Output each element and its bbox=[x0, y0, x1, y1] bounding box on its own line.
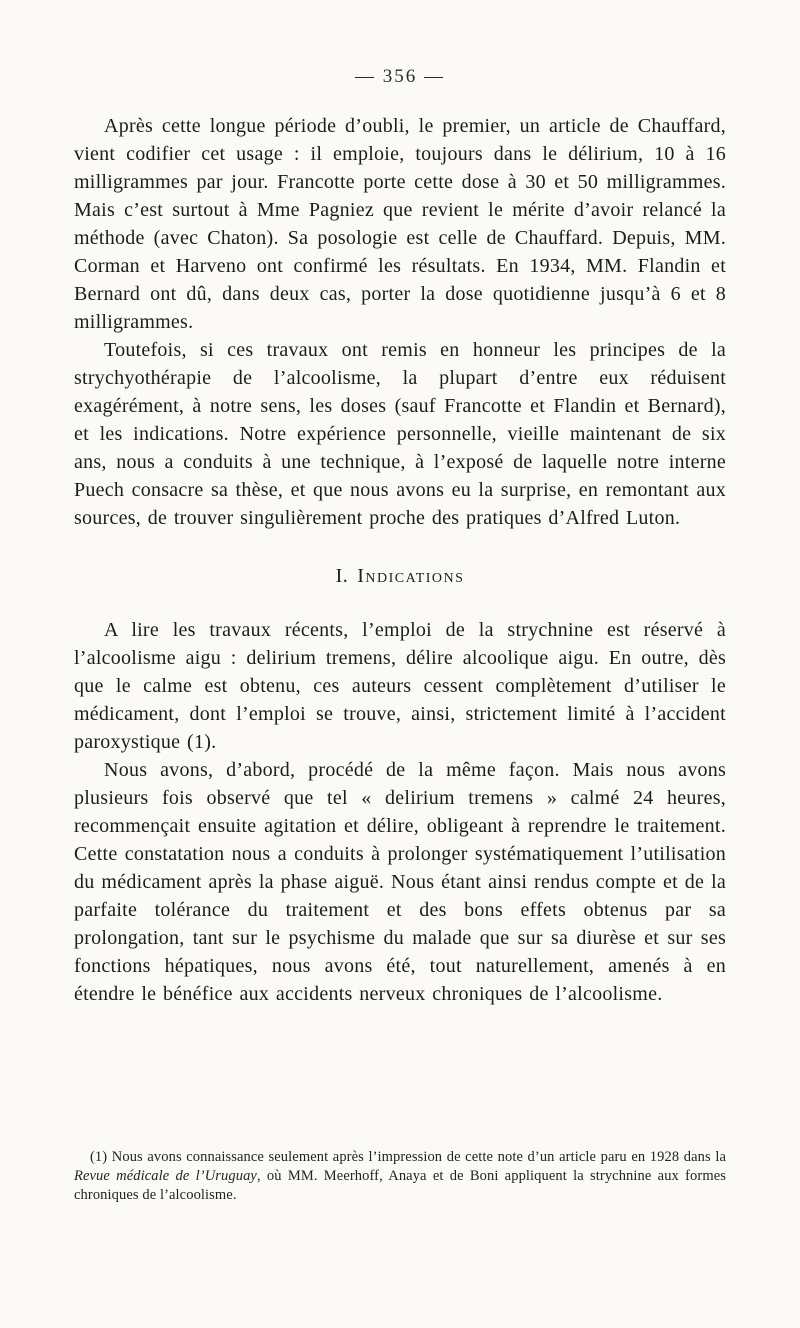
body-paragraph-2: Toutefois, si ces travaux ont remis en honneur les principes de la strychyothérapie de l’alcoolisme, la plupart d’entre eux réduisent exagérément, à notre sens, les doses (sauf Francotte et Flandin et Bernard), et les indications. Notre expérience personnelle, vieille maintenant de six ans, nous a conduits à une technique, à l’exposé de laquelle notre interne Puech consacre sa thèse, et que nous avons eu la surprise, en remontant aux sources, de trouver singulièrement proche des pratiques d’Alfred Luton. bbox=[74, 339, 726, 529]
footnote-text-after: , où MM. Meerhoff, Anaya et de Boni appliquent la strychnine aux formes chroniques de l’alcoolisme. bbox=[74, 1168, 726, 1203]
footnote bbox=[74, 1148, 726, 1205]
body-text bbox=[74, 112, 726, 1008]
body-paragraph-3: A lire les travaux récents, l’emploi de la strychnine est réservé à l’alcoolisme aigu : delirium tremens, délire alcoolique aigu. En outre, dès que le calme est obtenu, ces auteurs cessent complètement d’utiliser le médicament, dont l’emploi se trouve, ainsi, strictement limité à l’accident paroxystique (1). bbox=[74, 619, 726, 753]
body-paragraph-4: Nous avons, d’abord, procédé de la même façon. Mais nous avons plusieurs fois observé que tel « delirium tremens » calmé 24 heures, recommençait ensuite agitation et délire, obligeant à reprendre le traitement. Cette constatation nous a conduits à prolonger systématiquement l’utilisation du médicament après la phase aiguë. Nous étant ainsi rendus compte et de la parfaite tolérance du traitement et des bons effets obtenus par sa prolongation, tant sur le psychisme du malade que sur sa diurèse et sur ses fonctions hépatiques, nous avons été, tout naturellement, amenés à en étendre le bénéfice aux accidents nerveux chroniques de l’alcoolisme. bbox=[74, 759, 726, 1005]
section-numeral: I. bbox=[335, 565, 349, 587]
page-number: — 356 — bbox=[355, 66, 445, 87]
section-title: Indications bbox=[357, 565, 465, 587]
section-heading bbox=[74, 562, 726, 590]
body-paragraph-1: Après cette longue période d’oubli, le premier, un article de Chauffard, vient codifier cet usage : il emploie, toujours dans le délirium, 10 à 16 milligrammes par jour. Francotte porte cette dose à 30 et 50 milligrammes. Mais c’est surtout à Mme Pagniez que revient le mérite d’avoir relancé la méthode (avec Chaton). Sa posologie est celle de Chauffard. Depuis, MM. Corman et Harveno ont confirmé les résultats. En 1934, MM. Flandin et Bernard ont dû, dans deux cas, porter la dose quotidienne jusqu’à 6 et 8 milligrammes. bbox=[74, 115, 726, 333]
footnote-text-before: (1) Nous avons connaissance seulement après l’impression de cette note d’un article paru en 1928 dans la bbox=[90, 1149, 726, 1165]
footnote-journal-title: Revue médicale de l’Uruguay bbox=[74, 1168, 257, 1184]
